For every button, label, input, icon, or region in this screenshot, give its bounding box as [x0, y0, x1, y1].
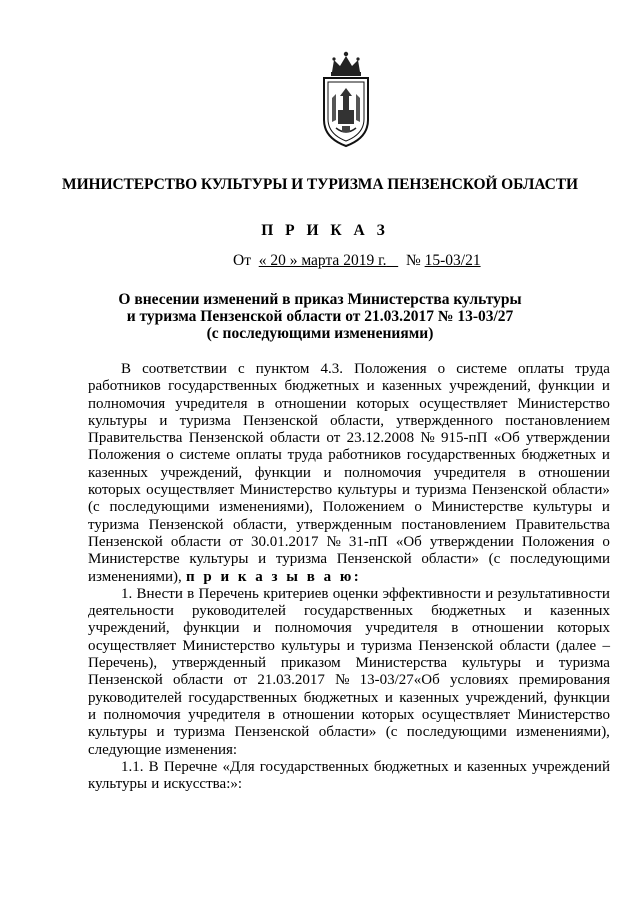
order-number: 15-03/21 [424, 252, 481, 269]
ministry-name: МИНИСТЕРСТВО КУЛЬТУРЫ И ТУРИЗМА ПЕНЗЕНСКОЙ ОБЛАСТИ [62, 176, 578, 193]
body-line: Перечень), утвержденный приказом Министерства культуры и туризма [88, 655, 610, 672]
body-line: учреждений, функции и полномочия учредителя в отношении которых [88, 620, 610, 637]
body-line: полномочия учредителя в отношении которых осуществляет Министерство [88, 395, 610, 412]
body-line: Правительства Пензенской области от 23.12.2008 № 915-пП «Об утверждении [88, 430, 610, 447]
body-line: Положения о системе оплаты труда работников государственных бюджетных и [88, 447, 610, 464]
body-line: В соответствии с пунктом 4.3. Положения о системе оплаты труда [121, 361, 610, 377]
body-line: следующие изменения: [88, 741, 238, 758]
title-line: и туризма Пензенской области от 21.03.2017 № 13-03/27 [126, 308, 514, 325]
order-title [70, 291, 570, 342]
body-line: культуры и туризма Пензенской области, утвержденного постановлением [88, 412, 610, 429]
title-line: О внесении изменений в приказ Министерства культуры [118, 291, 522, 308]
body-line: культуры и туризма Пензенской области» (с последующими изменениями), [88, 724, 610, 741]
body-line: культуры и искусства:»: [88, 776, 243, 793]
order-verb: п р и к а з ы в а ю: [185, 568, 362, 585]
body-line: которых осуществляет Министерство культуры и туризма Пензенской области» [88, 482, 610, 499]
body-line: осуществляет Министерство культуры и туризма Пензенской области (далее – [88, 637, 610, 654]
body-line: и полномочия учредителя в отношении которых осуществляет Министерство [88, 706, 610, 723]
body-line: изменениями), п р и к а з ы в а ю: [88, 568, 362, 585]
penza-coat-of-arms-icon [316, 50, 376, 150]
body-line: 1. Внести в Перечень критериев оценки эффективности и результативности [121, 585, 610, 602]
body-line: Пензенской области от 21.03.2017 № 13-03/27«Об условиях премирования [88, 672, 610, 689]
title-line: (с последующими изменениями) [206, 325, 434, 342]
body-line: Министерстве культуры и туризма Пензенской области» (с последующими [88, 551, 610, 568]
body-line: деятельности руководителей государственных бюджетных и казенных [88, 603, 610, 620]
body-line: казенных учреждений, функции и полномочия учредителя в отношении [88, 464, 610, 481]
body-line: руководителей государственных бюджетных и казенных учреждений, функции [88, 689, 610, 706]
body-line: 1.1. В Перечне «Для государственных бюджетных и казенных учреждений [121, 758, 610, 775]
document-type: П Р И К А З [261, 222, 389, 239]
body-line: Пензенской области от 30.01.2017 № 31-пП «Об утверждении Положения о [88, 533, 610, 550]
date-prefix: От [233, 252, 251, 269]
order-body [88, 361, 610, 793]
number-sign: № [405, 252, 421, 269]
body-line: туризма Пензенской области, утвержденным постановлением Правительства [88, 516, 610, 533]
body-line: работников государственных бюджетных и казенных учреждений, функции и [88, 378, 610, 395]
body-line: (с последующими изменениями), Положением о Министерстве культуры и [88, 499, 610, 516]
order-dateline [233, 252, 481, 270]
order-date: « 20 » марта 2019 г. [258, 252, 387, 269]
